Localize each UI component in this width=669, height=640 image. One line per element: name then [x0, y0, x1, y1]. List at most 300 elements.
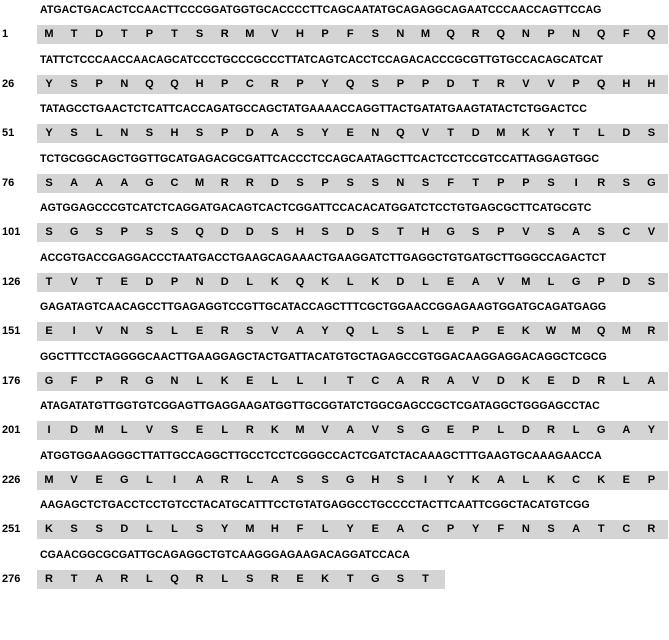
amino-acid: K: [521, 325, 530, 337]
amino-acid: S: [195, 523, 204, 535]
amino-acid: C: [371, 374, 380, 387]
amino-acid: F: [447, 176, 454, 189]
amino-acid: P: [522, 176, 530, 189]
sequence-block: [0, 0, 669, 49]
dna-line: AAGAGCTCTGACCTCCTGTCCTACATGCATTTCCTGTATGAGGCCTGCCCCTACTTCAATTCGGCTACATGTCGG: [40, 499, 590, 511]
sequence-block: [0, 396, 669, 445]
amino-acid: V: [421, 127, 430, 139]
amino-acid: R: [647, 523, 656, 535]
amino-acid: R: [496, 77, 505, 90]
amino-acid: Q: [496, 28, 506, 40]
amino-acid: R: [220, 325, 229, 337]
amino-acid: V: [271, 28, 279, 40]
amino-acid: S: [170, 226, 179, 238]
amino-acid: I: [172, 473, 177, 486]
amino-acid: S: [396, 572, 405, 585]
amino-acid: L: [146, 572, 153, 585]
amino-acid: I: [423, 473, 428, 486]
amino-acid: S: [70, 523, 78, 535]
amino-acid: E: [195, 325, 204, 337]
amino-acid: S: [647, 275, 656, 288]
amino-acid: C: [421, 523, 430, 535]
amino-acid: I: [323, 374, 327, 387]
amino-acid: R: [220, 28, 229, 40]
amino-acid: L: [120, 424, 128, 436]
amino-acid: L: [497, 424, 505, 436]
amino-acid: T: [70, 28, 78, 40]
amino-acid: C: [245, 77, 254, 90]
amino-acid: Q: [170, 572, 179, 585]
amino-acid: Y: [647, 424, 656, 436]
residue-position: 26: [2, 77, 15, 90]
amino-acid: Q: [396, 127, 405, 139]
dna-line: AGTGGAGCCCGTCATCTCAGGATGACAGTCACTCGGATTCCACACATGGATCTCCTGTGAGCGCTTCATGCGTC: [40, 202, 592, 214]
amino-acid: R: [421, 374, 430, 387]
dna-line: CGAACGGCGCGATTGCAGAGGCTGTCAAGGGAGAAGACAGGATCCACA: [40, 548, 410, 561]
residue-position: 51: [2, 127, 15, 139]
amino-acid: P: [647, 473, 656, 486]
amino-acid: I: [574, 176, 578, 189]
amino-acid: L: [296, 374, 304, 387]
amino-acid: D: [396, 275, 405, 288]
amino-acid: L: [572, 424, 580, 436]
amino-acid: S: [296, 473, 304, 486]
amino-acid: N: [572, 28, 581, 40]
amino-acid: P: [221, 127, 229, 139]
amino-acid: S: [246, 325, 254, 337]
amino-acid: N: [170, 374, 179, 387]
amino-acid: L: [346, 275, 354, 288]
amino-acid: A: [120, 176, 129, 189]
amino-acid: D: [471, 127, 480, 139]
amino-acid: L: [146, 523, 153, 535]
amino-acid: A: [296, 325, 304, 337]
amino-acid: P: [472, 325, 480, 337]
amino-acid: T: [422, 572, 429, 585]
amino-acid: S: [371, 176, 379, 189]
amino-acid: E: [45, 325, 53, 337]
amino-acid: T: [572, 127, 580, 139]
amino-acid: N: [396, 176, 405, 189]
amino-acid: S: [396, 325, 405, 337]
amino-acid: T: [472, 176, 480, 189]
amino-acid: K: [521, 127, 530, 139]
amino-acid: E: [446, 325, 455, 337]
amino-acid: R: [120, 572, 129, 585]
amino-acid: S: [472, 226, 480, 238]
amino-acid: A: [270, 473, 279, 486]
amino-acid: E: [622, 473, 630, 486]
amino-acid: L: [171, 523, 178, 535]
amino-acid: T: [171, 28, 178, 40]
amino-acid: V: [145, 424, 154, 436]
amino-acid: N: [396, 28, 405, 40]
amino-acid: L: [547, 275, 555, 288]
protein-line: [37, 421, 668, 440]
amino-acid: Q: [446, 28, 455, 40]
amino-acid: S: [647, 127, 656, 139]
residue-position: 151: [2, 325, 21, 337]
amino-acid: K: [321, 275, 330, 288]
amino-acid: V: [647, 226, 656, 238]
amino-acid: S: [547, 176, 555, 189]
amino-acid: R: [220, 176, 229, 189]
amino-acid: R: [471, 28, 480, 40]
amino-acid: P: [472, 424, 480, 436]
residue-position: 251: [2, 523, 21, 535]
protein-line: [37, 273, 668, 292]
amino-acid: H: [296, 28, 304, 40]
amino-acid: P: [95, 77, 103, 90]
amino-acid: S: [170, 424, 179, 436]
amino-acid: D: [145, 275, 154, 288]
residue-position: 176: [2, 374, 21, 387]
amino-acid: L: [221, 572, 229, 585]
amino-acid: L: [95, 127, 103, 139]
protein-line: [37, 372, 668, 391]
amino-acid: V: [70, 473, 78, 486]
amino-acid: N: [195, 275, 204, 288]
amino-acid: F: [622, 28, 630, 40]
amino-acid: G: [145, 176, 154, 189]
amino-acid: S: [70, 77, 78, 90]
amino-acid: E: [371, 523, 379, 535]
amino-acid: D: [622, 275, 631, 288]
amino-acid: A: [95, 572, 104, 585]
amino-acid: P: [446, 523, 455, 535]
amino-acid: V: [95, 325, 103, 337]
amino-acid: L: [246, 275, 254, 288]
amino-acid: G: [345, 473, 355, 486]
amino-acid: M: [496, 127, 506, 139]
amino-acid: E: [246, 374, 254, 387]
amino-acid: S: [371, 28, 379, 40]
protein-line: [37, 322, 668, 341]
amino-acid: T: [95, 275, 103, 288]
amino-acid: L: [171, 325, 178, 337]
amino-acid: V: [371, 424, 379, 436]
amino-acid: E: [446, 424, 455, 436]
amino-acid: F: [346, 28, 354, 40]
protein-line: [37, 174, 668, 193]
residue-position: 276: [2, 572, 21, 585]
amino-acid: T: [45, 275, 53, 288]
dna-line: ACCGTGACCGAGGACCCTAATGACCTGAAGCAGAAACTGAAGGATCTTGAGGCTGTGATGCTTGGGCCAGACTCT: [40, 251, 606, 264]
amino-acid: R: [597, 374, 606, 387]
amino-acid: F: [70, 374, 78, 387]
amino-acid: D: [220, 275, 229, 288]
amino-acid: T: [472, 77, 480, 90]
amino-acid: M: [420, 28, 431, 40]
amino-acid: S: [95, 226, 103, 238]
amino-acid: R: [245, 176, 254, 189]
amino-acid: S: [70, 127, 78, 139]
amino-acid: D: [245, 226, 254, 238]
amino-acid: R: [245, 424, 254, 436]
dna-line: TCTGCGGCAGCTGGTTGCATGAGACGCGATTCACCCTCCAGCAATAGCTTCACTCCTCCGTCCATTAGGAGTGGC: [40, 152, 600, 165]
amino-acid: G: [145, 374, 154, 387]
amino-acid: I: [47, 424, 51, 436]
amino-acid: A: [622, 424, 631, 436]
amino-acid: V: [522, 226, 530, 238]
residue-position: 76: [2, 176, 15, 189]
amino-acid: S: [145, 226, 154, 238]
amino-acid: Y: [547, 127, 555, 139]
amino-acid: G: [647, 176, 656, 189]
amino-acid: R: [220, 473, 229, 486]
amino-acid: S: [296, 176, 304, 189]
amino-acid: P: [321, 176, 329, 189]
amino-acid: N: [371, 127, 380, 139]
amino-acid: N: [521, 28, 530, 40]
amino-acid: Q: [647, 28, 656, 40]
amino-acid: T: [120, 28, 128, 40]
amino-acid: G: [421, 424, 430, 436]
amino-acid: A: [647, 374, 656, 387]
amino-acid: P: [572, 77, 580, 90]
amino-acid: L: [221, 424, 229, 436]
amino-acid: K: [471, 473, 480, 486]
amino-acid: N: [120, 127, 129, 139]
amino-acid: E: [497, 325, 505, 337]
amino-acid: P: [296, 77, 304, 90]
amino-acid: C: [572, 473, 581, 486]
amino-acid: L: [371, 325, 379, 337]
amino-acid: Q: [596, 28, 606, 40]
amino-acid: R: [597, 176, 606, 189]
amino-acid: L: [422, 325, 429, 337]
amino-acid: E: [446, 275, 455, 288]
dna-line: GGCTTTCCTAGGGGCAACTTGAAGGAGCTACTGATTACATGTGCTAGAGCCGTGGACAAGGAGGACAGGCTCGCG: [40, 350, 607, 363]
amino-acid: V: [271, 325, 279, 337]
amino-acid: Q: [145, 77, 154, 90]
amino-acid: H: [170, 127, 179, 139]
amino-acid: E: [95, 473, 103, 486]
amino-acid: P: [170, 275, 179, 288]
amino-acid: P: [321, 28, 329, 40]
amino-acid: P: [221, 77, 229, 90]
amino-acid: Y: [446, 473, 455, 486]
amino-acid: N: [521, 523, 530, 535]
residue-position: 226: [2, 473, 21, 486]
amino-acid: Y: [472, 523, 480, 535]
amino-acid: Q: [295, 275, 305, 288]
amino-acid: E: [346, 127, 354, 139]
amino-acid: R: [270, 77, 279, 90]
amino-acid: S: [597, 226, 605, 238]
dna-line: ATGGTGGAAGGGCTTATTGCCAGGCTTGCCTCCTCGGGCCACTCGATCTACAAAGCTTTGAAGTGCAAAGAACCA: [40, 449, 602, 462]
amino-acid: S: [45, 176, 53, 189]
amino-acid: M: [571, 325, 581, 337]
amino-acid: Y: [321, 325, 329, 337]
amino-acid: P: [421, 77, 430, 90]
amino-acid: K: [270, 424, 279, 436]
amino-acid: D: [95, 28, 104, 40]
protein-line: [37, 520, 668, 539]
amino-acid: S: [246, 572, 254, 585]
amino-acid: H: [195, 77, 204, 90]
sequence-block: [0, 50, 669, 99]
protein-line: [37, 223, 668, 242]
amino-acid: G: [446, 226, 455, 238]
amino-acid: S: [95, 523, 103, 535]
amino-acid: N: [120, 77, 129, 90]
amino-acid: G: [120, 473, 129, 486]
amino-acid: P: [497, 176, 505, 189]
amino-acid: P: [95, 374, 103, 387]
residue-position: 1: [2, 28, 9, 40]
residue-position: 201: [2, 424, 21, 436]
dna-line: TATAGCCTGAACTCTCATTCACCAGATGCCAGCTATGAAAACCAGGTTACTGATATGAAGTATACTCTGGACTCC: [40, 103, 587, 115]
amino-acid: P: [497, 226, 505, 238]
amino-acid: H: [622, 77, 631, 90]
sequence-block: [0, 495, 669, 544]
amino-acid: S: [296, 127, 304, 139]
amino-acid: T: [447, 127, 454, 139]
amino-acid: S: [396, 473, 405, 486]
amino-acid: V: [522, 77, 530, 90]
amino-acid: R: [120, 374, 129, 387]
amino-acid: P: [597, 275, 605, 288]
amino-acid: S: [321, 473, 329, 486]
amino-acid: L: [422, 275, 429, 288]
amino-acid: L: [271, 374, 279, 387]
amino-acid: R: [45, 572, 53, 585]
amino-acid: E: [195, 424, 204, 436]
amino-acid: M: [521, 275, 531, 288]
amino-acid: S: [346, 176, 354, 189]
dna-line: ATGACTGACACTCCAACTTCCCGGATGGTGCACCCCTTCAGCAATATGCAGAGGCAGAATCCCAACCAGTTCCAG: [40, 4, 602, 16]
amino-acid: D: [70, 424, 79, 436]
amino-acid: H: [270, 523, 279, 535]
residue-position: 126: [2, 275, 21, 288]
amino-acid: I: [72, 325, 76, 337]
amino-acid: V: [497, 275, 505, 288]
amino-acid: M: [94, 424, 104, 436]
amino-acid: T: [397, 226, 404, 238]
residue-position: 101: [2, 226, 21, 238]
amino-acid: C: [622, 523, 631, 535]
amino-acid: F: [497, 523, 505, 535]
amino-acid: L: [246, 473, 254, 486]
sequence-block: [0, 545, 669, 594]
amino-acid: K: [371, 275, 380, 288]
amino-acid: M: [245, 28, 255, 40]
amino-acid: P: [547, 28, 555, 40]
protein-line: [37, 471, 668, 490]
amino-acid: H: [296, 226, 304, 238]
amino-acid: D: [496, 374, 505, 387]
amino-acid: Q: [596, 77, 606, 90]
amino-acid: S: [371, 77, 379, 90]
amino-acid: D: [521, 424, 530, 436]
amino-acid: L: [522, 473, 530, 486]
amino-acid: K: [45, 523, 53, 535]
amino-acid: D: [446, 77, 455, 90]
sequence-block: [0, 99, 669, 148]
sequence-block: [0, 198, 669, 247]
amino-acid: M: [44, 473, 54, 486]
amino-acid: L: [622, 374, 630, 387]
amino-acid: T: [70, 572, 78, 585]
amino-acid: K: [270, 275, 279, 288]
amino-acid: H: [371, 473, 380, 486]
amino-acid: H: [647, 77, 656, 90]
protein-line: [37, 75, 668, 94]
amino-acid: S: [396, 424, 405, 436]
amino-acid: Q: [596, 325, 606, 337]
amino-acid: A: [270, 127, 279, 139]
amino-acid: S: [547, 226, 555, 238]
amino-acid: C: [170, 176, 179, 189]
dna-line: GAGATAGTCAACAGCCTTGAGAGGTCCGTTGCATACCAGCTTTCGCTGGAACCGGAGAAGTGGATGCAGATGAGG: [40, 301, 607, 313]
dna-line: ATAGATATGTTGGTGTCGGAGTTGAGGAAGATGGTTGCGGTATCTGGCGAGCCGCTCGATAGGCTGGGAGCCTAC: [40, 400, 600, 412]
amino-acid: K: [597, 473, 606, 486]
amino-acid: Y: [45, 77, 53, 90]
amino-acid: Y: [321, 77, 329, 90]
amino-acid: G: [596, 424, 606, 436]
amino-acid: A: [95, 176, 104, 189]
amino-acid: E: [120, 275, 128, 288]
amino-acid: D: [120, 523, 129, 535]
amino-acid: S: [45, 226, 53, 238]
amino-acid: E: [547, 374, 555, 387]
amino-acid: G: [44, 374, 54, 387]
sequence-block: [0, 248, 669, 297]
amino-acid: Y: [221, 523, 229, 535]
amino-acid: L: [146, 473, 153, 486]
amino-acid: Q: [345, 77, 355, 90]
amino-acid: Y: [321, 127, 329, 139]
amino-acid: M: [295, 424, 305, 436]
amino-acid: Y: [346, 523, 354, 535]
amino-acid: S: [622, 176, 630, 189]
amino-acid: K: [547, 473, 555, 486]
amino-acid: S: [371, 226, 379, 238]
protein-line: [37, 570, 445, 589]
amino-acid: D: [245, 127, 254, 139]
amino-acid: V: [70, 275, 78, 288]
amino-acid: T: [346, 374, 354, 387]
amino-acid: G: [571, 275, 581, 288]
amino-acid: P: [396, 77, 405, 90]
amino-acid: S: [145, 127, 154, 139]
amino-acid: M: [621, 325, 631, 337]
amino-acid: D: [572, 374, 581, 387]
amino-acid: A: [346, 424, 355, 436]
amino-acid: Q: [195, 226, 204, 238]
amino-acid: R: [547, 424, 555, 436]
amino-acid: P: [145, 28, 154, 40]
amino-acid: S: [271, 226, 279, 238]
protein-line: [37, 25, 668, 44]
amino-acid: S: [547, 523, 555, 535]
amino-acid: S: [145, 325, 154, 337]
amino-acid: T: [597, 523, 605, 535]
amino-acid: G: [371, 572, 380, 585]
amino-acid: R: [270, 572, 279, 585]
amino-acid: G: [69, 226, 79, 238]
amino-acid: R: [647, 325, 656, 337]
amino-acid: V: [321, 424, 329, 436]
amino-acid: S: [195, 28, 204, 40]
amino-acid: L: [597, 127, 605, 139]
amino-acid: A: [70, 176, 79, 189]
amino-acid: W: [545, 325, 557, 337]
amino-acid: M: [195, 176, 205, 189]
amino-acid: M: [245, 523, 255, 535]
protein-line: [37, 124, 668, 143]
